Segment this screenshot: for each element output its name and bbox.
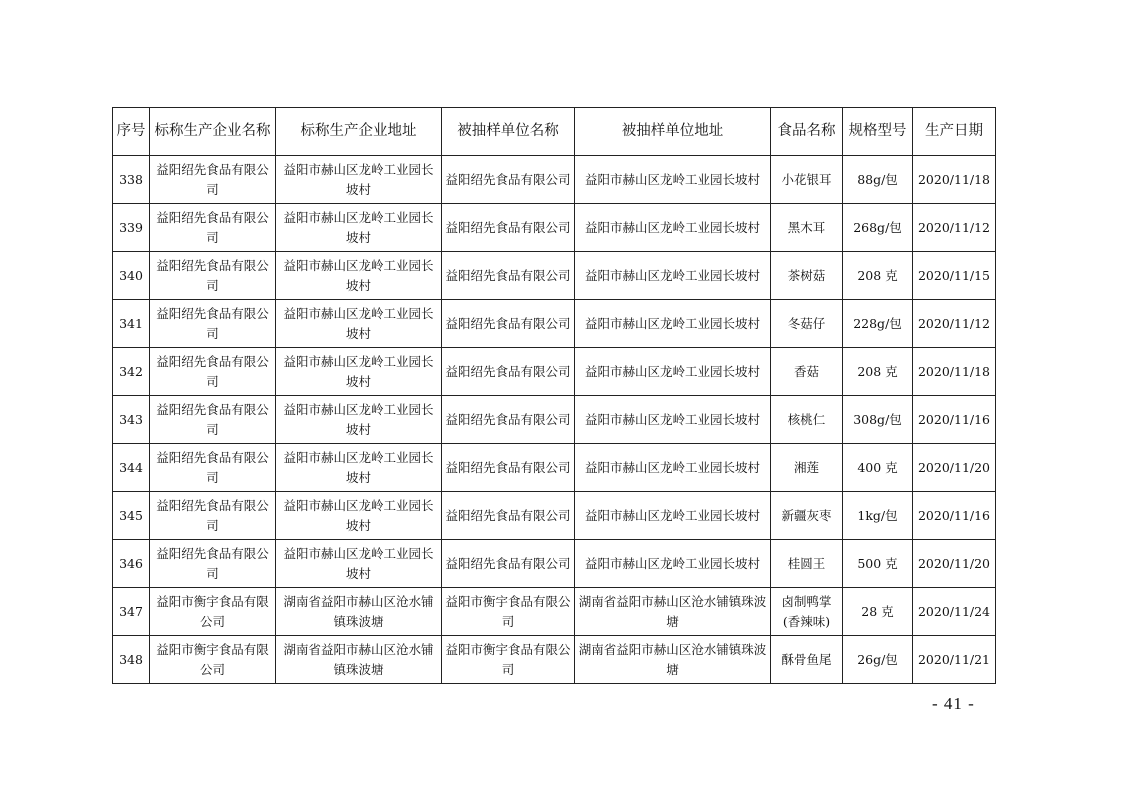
header-producer-address: 标称生产企业地址 bbox=[276, 108, 442, 156]
cell-producer-name: 益阳绍先食品有限公司 bbox=[150, 156, 276, 204]
cell-producer-name: 益阳绍先食品有限公司 bbox=[150, 444, 276, 492]
cell-food-name: 香菇 bbox=[771, 348, 843, 396]
cell-sampled-unit-name: 益阳绍先食品有限公司 bbox=[442, 156, 575, 204]
cell-serial: 344 bbox=[113, 444, 150, 492]
cell-production-date: 2020/11/20 bbox=[913, 540, 996, 588]
cell-sampled-unit-address: 益阳市赫山区龙岭工业园长坡村 bbox=[575, 540, 771, 588]
cell-sampled-unit-name: 益阳绍先食品有限公司 bbox=[442, 444, 575, 492]
cell-producer-address: 益阳市赫山区龙岭工业园长坡村 bbox=[276, 492, 442, 540]
cell-specification: 1kg/包 bbox=[843, 492, 913, 540]
cell-sampled-unit-address: 益阳市赫山区龙岭工业园长坡村 bbox=[575, 156, 771, 204]
cell-food-name: 湘莲 bbox=[771, 444, 843, 492]
page-number: - 41 - bbox=[932, 694, 975, 713]
cell-serial: 338 bbox=[113, 156, 150, 204]
sampling-table bbox=[112, 107, 996, 684]
cell-sampled-unit-address: 湖南省益阳市赫山区沧水铺镇珠波塘 bbox=[575, 636, 771, 684]
cell-producer-address: 湖南省益阳市赫山区沧水铺镇珠波塘 bbox=[276, 636, 442, 684]
table-row bbox=[113, 204, 996, 252]
cell-sampled-unit-name: 益阳市衡宇食品有限公司 bbox=[442, 588, 575, 636]
cell-specification: 400 克 bbox=[843, 444, 913, 492]
table-row bbox=[113, 300, 996, 348]
header-producer-name: 标称生产企业名称 bbox=[150, 108, 276, 156]
table-row bbox=[113, 252, 996, 300]
table-row bbox=[113, 540, 996, 588]
cell-specification: 26g/包 bbox=[843, 636, 913, 684]
cell-specification: 268g/包 bbox=[843, 204, 913, 252]
header-sampled-unit-name: 被抽样单位名称 bbox=[442, 108, 575, 156]
cell-specification: 208 克 bbox=[843, 252, 913, 300]
cell-specification: 228g/包 bbox=[843, 300, 913, 348]
cell-sampled-unit-address: 益阳市赫山区龙岭工业园长坡村 bbox=[575, 348, 771, 396]
cell-food-name: 酥骨鱼尾 bbox=[771, 636, 843, 684]
table-row bbox=[113, 156, 996, 204]
cell-specification: 308g/包 bbox=[843, 396, 913, 444]
cell-production-date: 2020/11/18 bbox=[913, 348, 996, 396]
cell-specification: 500 克 bbox=[843, 540, 913, 588]
cell-food-name: 桂圆王 bbox=[771, 540, 843, 588]
cell-producer-address: 益阳市赫山区龙岭工业园长坡村 bbox=[276, 300, 442, 348]
cell-producer-name: 益阳市衡宇食品有限公司 bbox=[150, 636, 276, 684]
cell-food-name: 卤制鸭掌(香辣味) bbox=[771, 588, 843, 636]
cell-producer-name: 益阳绍先食品有限公司 bbox=[150, 300, 276, 348]
header-serial: 序号 bbox=[113, 108, 150, 156]
table-row bbox=[113, 588, 996, 636]
cell-producer-address: 益阳市赫山区龙岭工业园长坡村 bbox=[276, 156, 442, 204]
header-sampled-unit-address: 被抽样单位地址 bbox=[575, 108, 771, 156]
cell-sampled-unit-name: 益阳绍先食品有限公司 bbox=[442, 252, 575, 300]
cell-serial: 339 bbox=[113, 204, 150, 252]
cell-producer-name: 益阳绍先食品有限公司 bbox=[150, 396, 276, 444]
cell-specification: 208 克 bbox=[843, 348, 913, 396]
cell-producer-address: 益阳市赫山区龙岭工业园长坡村 bbox=[276, 540, 442, 588]
cell-sampled-unit-address: 益阳市赫山区龙岭工业园长坡村 bbox=[575, 396, 771, 444]
cell-serial: 343 bbox=[113, 396, 150, 444]
cell-producer-name: 益阳绍先食品有限公司 bbox=[150, 540, 276, 588]
cell-production-date: 2020/11/16 bbox=[913, 492, 996, 540]
header-specification: 规格型号 bbox=[843, 108, 913, 156]
cell-food-name: 黑木耳 bbox=[771, 204, 843, 252]
cell-sampled-unit-name: 益阳绍先食品有限公司 bbox=[442, 204, 575, 252]
table-row bbox=[113, 492, 996, 540]
cell-sampled-unit-address: 益阳市赫山区龙岭工业园长坡村 bbox=[575, 492, 771, 540]
cell-serial: 342 bbox=[113, 348, 150, 396]
table-row bbox=[113, 348, 996, 396]
cell-sampled-unit-address: 益阳市赫山区龙岭工业园长坡村 bbox=[575, 252, 771, 300]
cell-serial: 341 bbox=[113, 300, 150, 348]
cell-specification: 28 克 bbox=[843, 588, 913, 636]
cell-producer-name: 益阳绍先食品有限公司 bbox=[150, 492, 276, 540]
cell-serial: 347 bbox=[113, 588, 150, 636]
cell-food-name: 新疆灰枣 bbox=[771, 492, 843, 540]
cell-sampled-unit-name: 益阳绍先食品有限公司 bbox=[442, 396, 575, 444]
cell-producer-address: 益阳市赫山区龙岭工业园长坡村 bbox=[276, 348, 442, 396]
cell-sampled-unit-name: 益阳绍先食品有限公司 bbox=[442, 348, 575, 396]
cell-serial: 348 bbox=[113, 636, 150, 684]
cell-producer-address: 益阳市赫山区龙岭工业园长坡村 bbox=[276, 204, 442, 252]
cell-producer-name: 益阳绍先食品有限公司 bbox=[150, 204, 276, 252]
cell-production-date: 2020/11/16 bbox=[913, 396, 996, 444]
cell-sampled-unit-name: 益阳绍先食品有限公司 bbox=[442, 540, 575, 588]
cell-serial: 345 bbox=[113, 492, 150, 540]
cell-sampled-unit-name: 益阳市衡宇食品有限公司 bbox=[442, 636, 575, 684]
cell-production-date: 2020/11/24 bbox=[913, 588, 996, 636]
cell-producer-address: 益阳市赫山区龙岭工业园长坡村 bbox=[276, 444, 442, 492]
cell-sampled-unit-name: 益阳绍先食品有限公司 bbox=[442, 300, 575, 348]
cell-producer-address: 益阳市赫山区龙岭工业园长坡村 bbox=[276, 396, 442, 444]
table-body bbox=[113, 156, 996, 684]
table-row bbox=[113, 444, 996, 492]
cell-producer-name: 益阳绍先食品有限公司 bbox=[150, 348, 276, 396]
cell-production-date: 2020/11/21 bbox=[913, 636, 996, 684]
table-row bbox=[113, 636, 996, 684]
table-header-row bbox=[113, 108, 996, 156]
cell-food-name: 茶树菇 bbox=[771, 252, 843, 300]
cell-sampled-unit-name: 益阳绍先食品有限公司 bbox=[442, 492, 575, 540]
cell-production-date: 2020/11/18 bbox=[913, 156, 996, 204]
cell-production-date: 2020/11/12 bbox=[913, 300, 996, 348]
cell-production-date: 2020/11/20 bbox=[913, 444, 996, 492]
header-production-date: 生产日期 bbox=[913, 108, 996, 156]
cell-food-name: 冬菇仔 bbox=[771, 300, 843, 348]
cell-sampled-unit-address: 益阳市赫山区龙岭工业园长坡村 bbox=[575, 444, 771, 492]
cell-producer-name: 益阳市衡宇食品有限公司 bbox=[150, 588, 276, 636]
cell-serial: 340 bbox=[113, 252, 150, 300]
cell-production-date: 2020/11/15 bbox=[913, 252, 996, 300]
cell-sampled-unit-address: 湖南省益阳市赫山区沧水铺镇珠波塘 bbox=[575, 588, 771, 636]
cell-food-name: 小花银耳 bbox=[771, 156, 843, 204]
cell-specification: 88g/包 bbox=[843, 156, 913, 204]
cell-sampled-unit-address: 益阳市赫山区龙岭工业园长坡村 bbox=[575, 204, 771, 252]
table-row bbox=[113, 396, 996, 444]
cell-producer-address: 益阳市赫山区龙岭工业园长坡村 bbox=[276, 252, 442, 300]
cell-serial: 346 bbox=[113, 540, 150, 588]
cell-producer-name: 益阳绍先食品有限公司 bbox=[150, 252, 276, 300]
cell-production-date: 2020/11/12 bbox=[913, 204, 996, 252]
header-food-name: 食品名称 bbox=[771, 108, 843, 156]
cell-food-name: 核桃仁 bbox=[771, 396, 843, 444]
cell-sampled-unit-address: 益阳市赫山区龙岭工业园长坡村 bbox=[575, 300, 771, 348]
cell-producer-address: 湖南省益阳市赫山区沧水铺镇珠波塘 bbox=[276, 588, 442, 636]
